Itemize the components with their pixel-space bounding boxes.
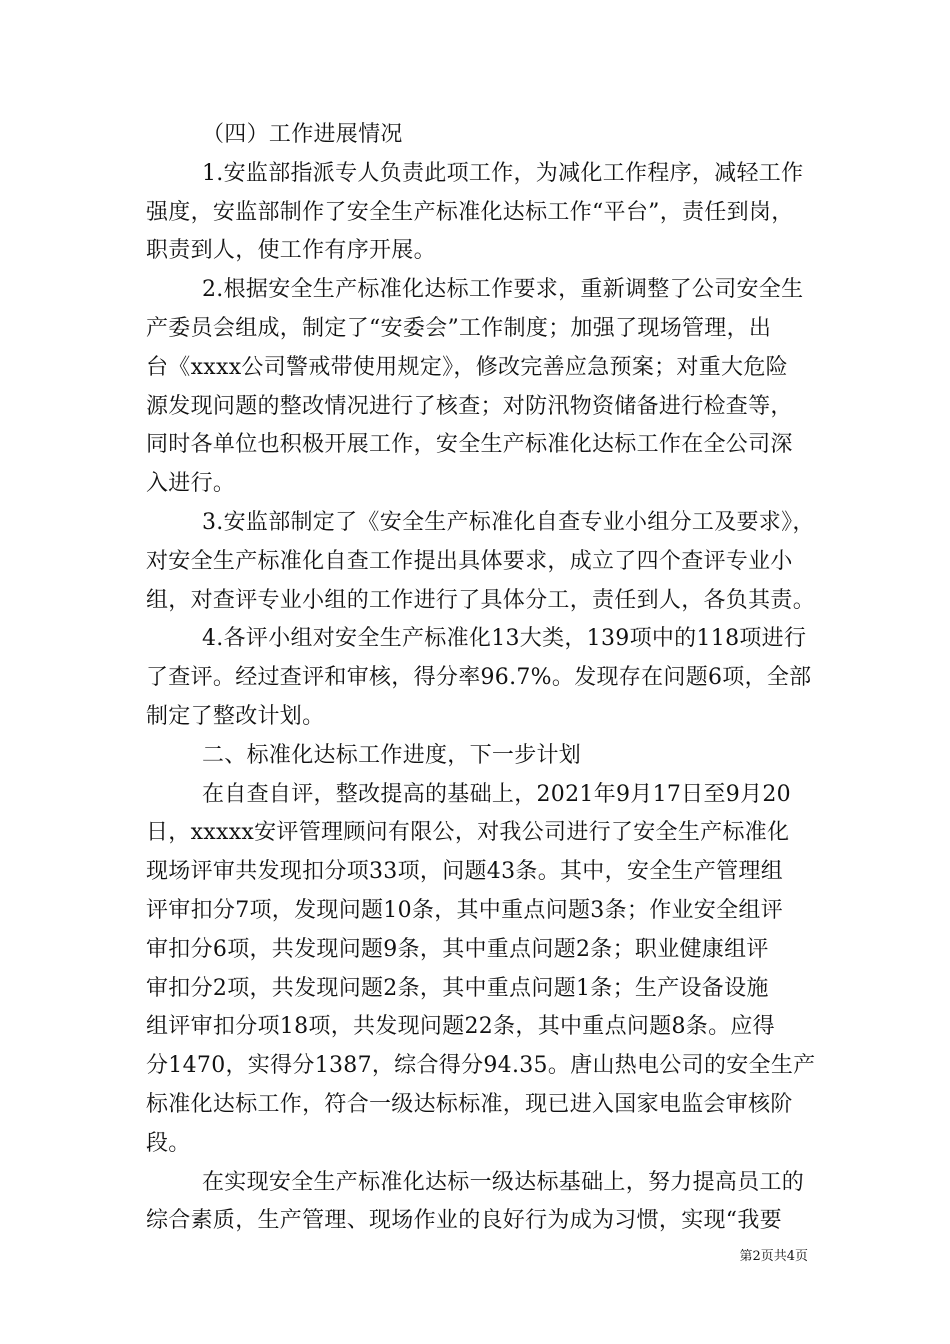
text-line: 段。 — [146, 1130, 191, 1156]
text-line: 制定了整改计划。 — [146, 703, 325, 729]
text-line: 产委员会组成，制定了“安委会”工作制度；加强了现场管理，出 — [146, 315, 772, 341]
text-line: 现场评审共发现扣分项33项，问题43条。其中，安全生产管理组 — [146, 859, 783, 885]
text-line: 组评审扣分项18项，共发现问题22条，其中重点问题8条。应得 — [146, 1014, 775, 1040]
text-line: 日，xxxxx安评管理顾问有限公，对我公司进行了安全生产标准化 — [146, 820, 790, 846]
document-body — [146, 116, 814, 1241]
text-line: 4.各评小组对安全生产标准化13大类，139项中的118项进行 — [202, 626, 807, 652]
text-line: 标准化达标工作，符合一级达标标准，现已进入国家电监会审核阶 — [146, 1091, 793, 1117]
text-line: 分1470，实得分1387，综合得分94.35。唐山热电公司的安全生产 — [146, 1053, 816, 1079]
text-line: 强度，安监部制作了安全生产标准化达标工作“平台”，责任到岗， — [146, 199, 794, 225]
text-line: 2.根据安全生产标准化达标工作要求，重新调整了公司安全生 — [202, 277, 804, 303]
text-line: 同时各单位也积极开展工作，安全生产标准化达标工作在全公司深 — [146, 432, 793, 458]
text-line: 了查评。经过查评和审核，得分率96.7%。发现存在问题6项，全部 — [146, 665, 812, 691]
text-line: 评审扣分7项，发现问题10条，其中重点问题3条；作业安全组评 — [146, 897, 783, 923]
text-line: 审扣分2项，共发现问题2条，其中重点问题1条；生产设备设施 — [146, 975, 769, 1001]
text-line: 在实现安全生产标准化达标一级达标基础上，努力提高员工的 — [202, 1169, 805, 1195]
text-line: 职责到人，使工作有序开展。 — [146, 238, 436, 264]
text-line: 源发现问题的整改情况进行了核查；对防汛物资储备进行检查等， — [146, 393, 793, 419]
section-heading: （四）工作进展情况 — [202, 122, 403, 147]
text-line: 1.安监部指派专人负责此项工作，为减化工作程序，减轻工作 — [202, 160, 804, 186]
text-line: 台《xxxx公司警戒带使用规定》，修改完善应急预案；对重大危险 — [146, 354, 788, 380]
text-line: 审扣分6项，共发现问题9条，其中重点问题2条；职业健康组评 — [146, 936, 769, 962]
text-line: 入进行。 — [146, 471, 236, 497]
text-line: 组，对查评专业小组的工作进行了具体分工，责任到人，各负其责。 — [146, 587, 816, 613]
text-line: 3.安监部制定了《安全生产标准化自查专业小组分工及要求》， — [202, 509, 815, 535]
text-line: 在自查自评，整改提高的基础上，2021年9月17日至9月20 — [202, 781, 791, 807]
page-number: 第2页共4页 — [739, 1249, 808, 1264]
text-line: 对安全生产标准化自查工作提出具体要求，成立了四个查评专业小 — [146, 548, 793, 574]
section-heading: 二、标准化达标工作进度，下一步计划 — [202, 742, 582, 768]
text-line: 综合素质，生产管理、现场作业的良好行为成为习惯，实现“我要 — [146, 1208, 782, 1234]
